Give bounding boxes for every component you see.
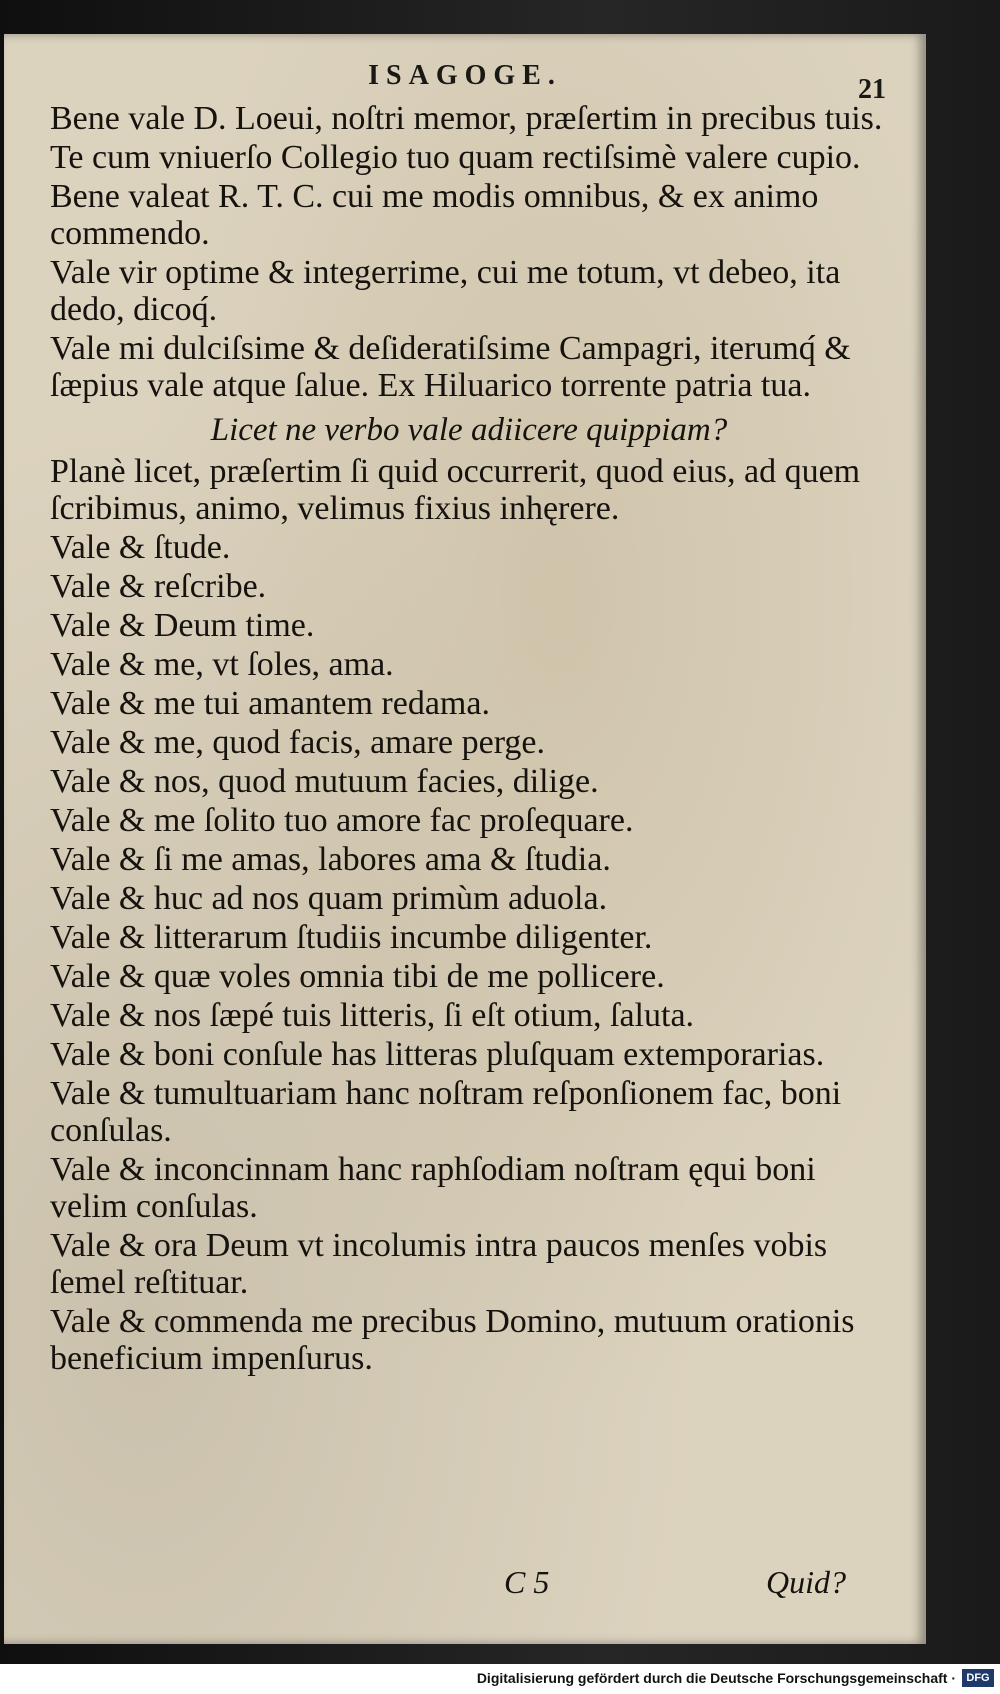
paragraph: Vale & nos ſæpé tuis litteris, ſi eſt otium, ſaluta. — [50, 997, 695, 1034]
paragraph: Vale & nos, quod mutuum facies, dilige. — [50, 763, 599, 800]
paragraph: Vale & me, vt ſoles, ama. — [50, 646, 394, 683]
paragraph: Vale & me, quod facis, amare perge. — [50, 724, 546, 761]
paragraph: Planè licet, præſertim ſi quid occurrerit, quod eius, ad quem ſcribimus, animo, velimus fixius inhęrere. — [50, 453, 861, 527]
funding-credit: Digitalisierung gefördert durch die Deutsche Forschungsgemeinschaft · — [476, 1670, 956, 1686]
paragraph: Bene valeat R. T. C. cui me modis omnibus, & ex animo commendo. — [50, 178, 819, 252]
paragraph: Vale & ſtude. — [50, 529, 231, 566]
paragraph: Vale & commenda me precibus Domino, mutuum orationis beneficium impenſurus. — [50, 1303, 855, 1377]
paragraph: Vale & me ſolito tuo amore fac proſequare. — [50, 802, 634, 839]
paragraph: Vale & ora Deum vt incolumis intra paucos menſes vobis ſemel reſtituar. — [50, 1227, 828, 1301]
paragraph: Vale vir optime & integerrime, cui me totum, vt debeo, ita dedo, dicoq́. — [50, 254, 841, 328]
paragraph: Vale & Deum time. — [50, 607, 315, 644]
running-head: ISAGOGE. — [368, 60, 562, 91]
paragraph: Vale & boni conſule has litteras pluſquam extemporarias. — [50, 1036, 825, 1073]
credit-bar — [0, 1664, 1000, 1694]
paragraph: Vale & tumultuariam hanc noſtram reſponſionem fac, boni conſulas. — [50, 1075, 842, 1149]
book-page — [4, 34, 926, 1644]
paragraph: Vale & reſcribe. — [50, 568, 267, 605]
paragraph: Vale & me tui amantem redama. — [50, 685, 490, 722]
paragraph: Vale & ſi me amas, labores ama & ſtudia. — [50, 841, 611, 878]
catchword: Quid? — [766, 1564, 846, 1600]
paragraph: Vale mi dulciſsime & deſideratiſsime Campagri, iterumq́ & ſæpius vale atque ſalue. Ex Hiluarico torrente patria tua. — [50, 330, 851, 404]
section-heading: Licet ne verbo vale adiicere quippiam? — [210, 412, 728, 448]
paragraph: Vale & huc ad nos quam primùm aduola. — [50, 880, 608, 917]
signature-mark: C 5 — [504, 1564, 550, 1600]
page-number: 21 — [858, 74, 886, 105]
paragraph: Te cum vniuerſo Collegio tuo quam rectiſsimè valere cupio. — [50, 139, 861, 176]
paragraph: Vale & inconcinnam hanc raphſodiam noſtram ęqui boni velim conſulas. — [50, 1151, 816, 1225]
text-body — [50, 98, 888, 1377]
dfg-logo-icon: DFG — [962, 1669, 994, 1687]
page-foot — [4, 1564, 926, 1604]
paragraph: Vale & quæ voles omnia tibi de me pollicere. — [50, 958, 665, 995]
paragraph: Bene vale D. Loeui, noſtri memor, præſertim in precibus tuis. — [50, 100, 883, 137]
paragraph: Vale & litterarum ſtudiis incumbe diligenter. — [50, 919, 653, 956]
